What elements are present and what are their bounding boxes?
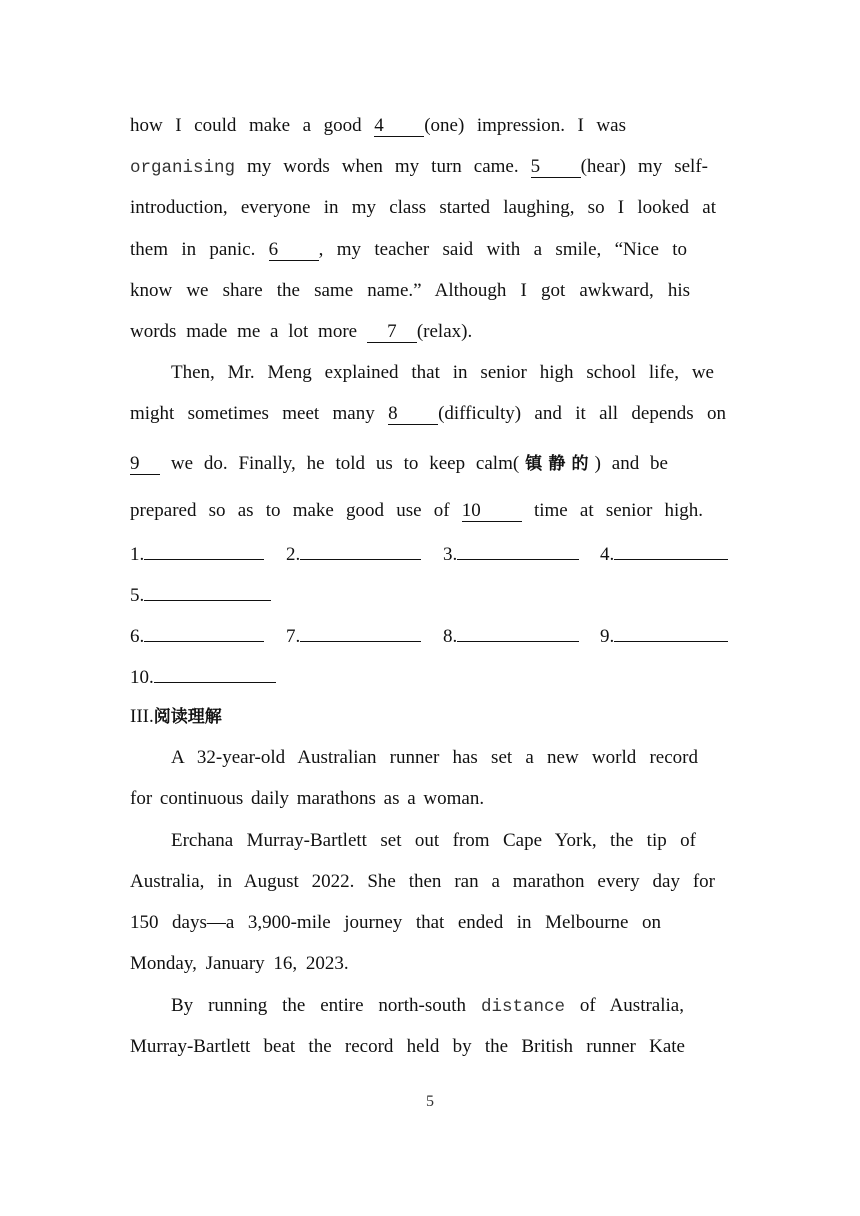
blank-4: 4: [374, 116, 424, 137]
reading-line-1: [171, 746, 698, 770]
text: A 32-year-old Australian runner has set a new world record: [171, 747, 698, 768]
answer-line[interactable]: [457, 541, 579, 560]
text: (difficulty) and it all depends on: [438, 403, 726, 424]
reading-line-6: [130, 952, 730, 976]
text: how I could make a good: [130, 115, 375, 136]
text: Australia, in August 2022. She then ran a marathon every day for: [130, 871, 715, 892]
answer-line[interactable]: [457, 623, 579, 642]
answer-line[interactable]: [144, 623, 264, 642]
text: words made me a lot more: [130, 321, 367, 342]
text: we do. Finally, he told us to keep calm(: [160, 453, 520, 474]
passage-line-5: [130, 279, 690, 303]
reading-line-4: [130, 870, 715, 894]
answer-10: [130, 664, 276, 690]
text: By running the entire north-south: [171, 995, 481, 1016]
answer-line[interactable]: [614, 623, 728, 642]
answer-6: [130, 623, 264, 649]
passage-line-8: [130, 402, 726, 426]
blank-5: 5: [531, 157, 581, 178]
text: (hear) my self-: [580, 156, 708, 177]
answer-9: [600, 623, 728, 649]
highlighted-word: distance: [480, 997, 565, 1017]
answer-number: 9.: [600, 626, 615, 647]
chinese-gloss: 镇静的: [519, 454, 595, 474]
reading-line-7: [171, 994, 684, 1019]
answer-number: 5.: [130, 585, 145, 606]
blank-6: 6: [269, 240, 319, 261]
answer-5: [130, 582, 271, 608]
answer-7: [286, 623, 421, 649]
text: of Australia,: [564, 995, 684, 1016]
blank-7: 7: [367, 322, 417, 343]
answer-number: 4.: [600, 544, 615, 565]
text: ) and be: [594, 453, 668, 474]
reading-line-5: [130, 911, 661, 935]
text: Monday, January 16, 2023.: [130, 953, 349, 974]
answer-line[interactable]: [614, 541, 728, 560]
answer-line[interactable]: [300, 541, 421, 560]
text: 150 days—a 3,900-mile journey that ended in Melbourne on: [130, 912, 661, 933]
answer-number: 10.: [130, 667, 154, 688]
text: them in panic.: [130, 239, 269, 260]
text: know we share the same name.” Although I got awkward, his: [130, 280, 690, 301]
answer-line[interactable]: [144, 582, 271, 601]
answer-2: [286, 541, 421, 567]
answer-number: 6.: [130, 626, 145, 647]
text: Murray-Bartlett beat the record held by the British runner Kate: [130, 1036, 685, 1057]
passage-line-2: [130, 155, 708, 180]
answer-number: 1.: [130, 544, 145, 565]
page-number: 5: [426, 1093, 434, 1110]
answer-line[interactable]: [300, 623, 421, 642]
text: my words when my turn came.: [235, 156, 531, 177]
reading-line-3: [171, 829, 696, 853]
reading-line-8: [130, 1035, 685, 1059]
passage-line-3: [130, 196, 716, 220]
passage-line-1: [130, 114, 626, 138]
blank-8: 8: [388, 404, 438, 425]
answer-line[interactable]: [154, 664, 276, 683]
blank-10: 10: [462, 501, 522, 522]
text: , my teacher said with a smile, “Nice to: [318, 239, 687, 260]
text: prepared so as to make good use of: [130, 500, 462, 521]
answer-8: [443, 623, 579, 649]
answer-number: 3.: [443, 544, 458, 565]
answer-4: [600, 541, 728, 567]
passage-line-7: [171, 361, 714, 385]
passage-line-6: [130, 320, 510, 344]
answer-number: 2.: [286, 544, 301, 565]
text: time at senior high.: [521, 500, 703, 521]
text: (one) impression. I was: [424, 115, 626, 136]
text: introduction, everyone in my class started laughing, so I looked at: [130, 197, 716, 218]
answer-line[interactable]: [144, 541, 264, 560]
text: Then, Mr. Meng explained that in senior high school life, we: [171, 362, 714, 383]
text: for continuous daily marathons as a woman.: [130, 788, 485, 809]
text: Erchana Murray-Bartlett set out from Cape York, the tip of: [171, 830, 696, 851]
answer-3: [443, 541, 579, 567]
text: (relax).: [416, 321, 473, 342]
blank-9: 9: [130, 454, 160, 475]
answer-number: 8.: [443, 626, 458, 647]
answer-1: [130, 541, 264, 567]
section-heading: [130, 705, 730, 729]
section-title: 阅读理解: [153, 707, 222, 727]
passage-line-9: [130, 452, 668, 476]
answer-number: 7.: [286, 626, 301, 647]
passage-line-10: [130, 499, 703, 523]
passage-line-4: [130, 238, 687, 262]
reading-line-2: [130, 787, 730, 811]
text: might sometimes meet many: [130, 403, 389, 424]
highlighted-word: organising: [130, 158, 236, 178]
section-number: III.: [130, 706, 154, 727]
